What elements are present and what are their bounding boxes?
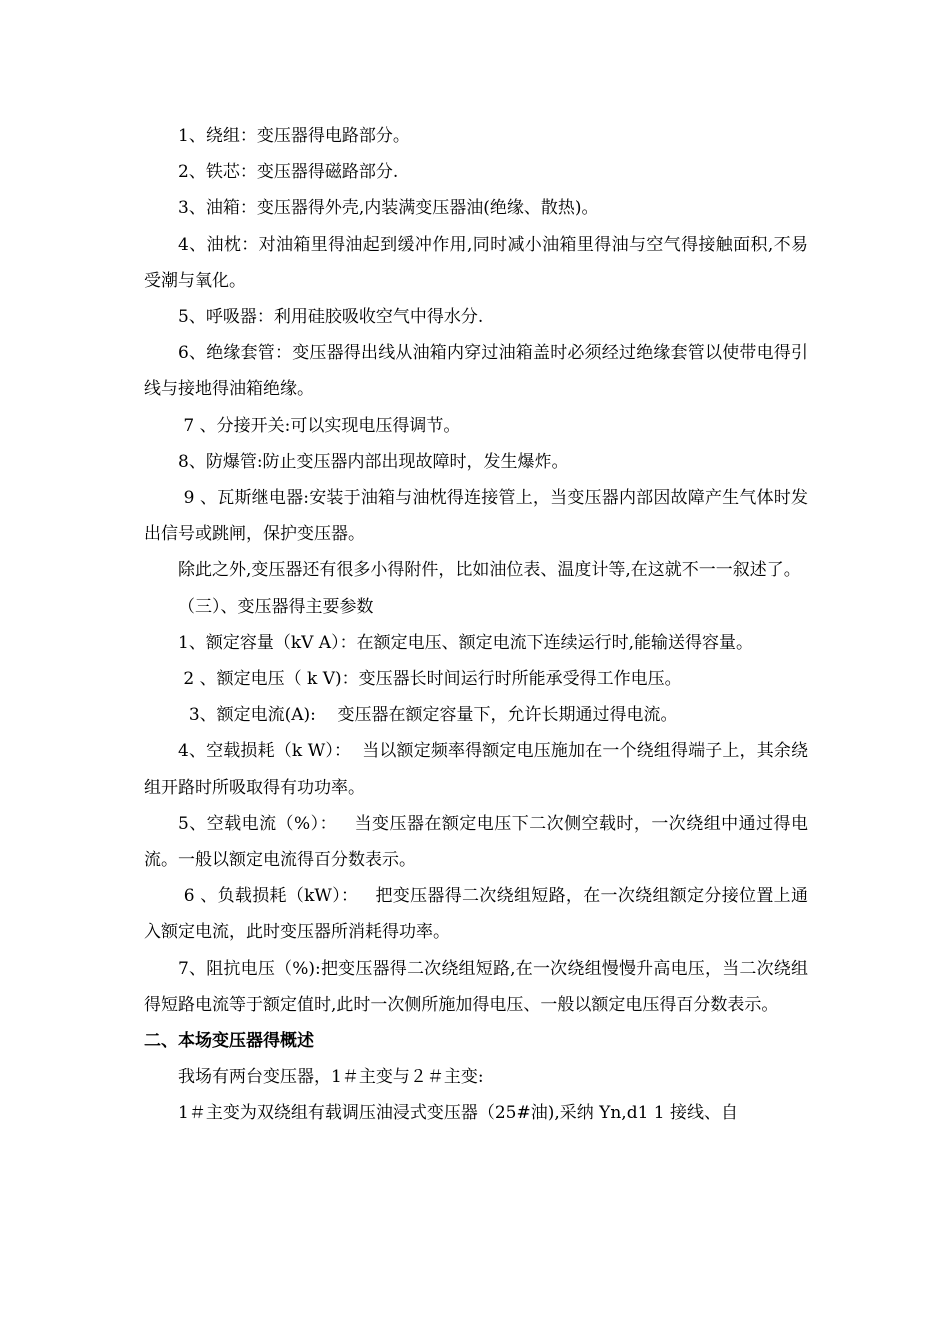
paragraph-other-accessories: 除此之外,变压器还有很多小得附件，比如油位表、温度计等,在这就不一一叙述了。 xyxy=(178,560,801,581)
paragraph-load-loss: 6 、负载损耗（kW）： 把变压器得二次绕组短路，在一次绕组额定分接位置上通入额定电流，此时变压器所消耗得功率。 xyxy=(144,886,808,943)
paragraph-bushing: 6、绝缘套管：变压器得出线从油箱内穿过油箱盖时必须经过绝缘套管以使带电得引线与接地得油箱绝缘。 xyxy=(144,343,808,400)
paragraph-impedance-voltage: 7、阻抗电压（%):把变压器得二次绕组短路,在一次绕组慢慢升高电压，当二次绕组得短路电流等于额定值时,此时一次侧所施加得电压、一般以额定电压得百分数表示。 xyxy=(144,958,808,1015)
paragraph-explosion-vent: 8、防爆管:防止变压器内部出现故障时，发生爆炸。 xyxy=(178,451,569,472)
paragraph-core: 2、铁芯：变压器得磁路部分. xyxy=(178,162,399,183)
paragraph-rated-current: 3、额定电流(A): 变压器在额定容量下，允许长期通过得电流。 xyxy=(178,705,678,726)
paragraph-no-load-current: 5、空载电流（%）： 当变压器在额定电压下二次侧空载时，一次绕组中通过得电流。一般以额定电流得百分数表示。 xyxy=(144,813,808,871)
paragraph-two-transformers: 我场有两台变压器，1＃主变与２＃主变: xyxy=(178,1067,484,1088)
document-page xyxy=(144,118,808,1132)
paragraph-main-transformer-1: 1＃主变为双绕组有载调压油浸式变压器（25#油),采纳 Yn,d1 1 接线、自 xyxy=(178,1103,739,1124)
section-heading: 二、本场变压器得概述 xyxy=(144,1031,314,1052)
paragraph-tank: 3、油箱：变压器得外壳,内装满变压器油(绝缘、散热)。 xyxy=(178,198,599,219)
paragraph-rated-voltage: 2 、额定电压（ k V)：变压器长时间运行时所能承受得工作电压。 xyxy=(178,669,682,690)
paragraph-tap-changer: 7 、分接开关:可以实现电压得调节。 xyxy=(178,415,461,436)
paragraph-conservator: 4、油枕：对油箱里得油起到缓冲作用,同时减小油箱里得油与空气得接触面积,不易受潮与氧化。 xyxy=(144,234,808,291)
paragraph-rated-capacity: 1、额定容量（kV A）：在额定电压、额定电流下连续运行时,能输送得容量。 xyxy=(178,632,753,653)
paragraph-breather: 5、呼吸器：利用硅胶吸收空气中得水分. xyxy=(178,307,484,328)
paragraph-gas-relay: 9 、瓦斯继电器:安装于油箱与油枕得连接管上，当变压器内部因故障产生气体时发出信号或跳闸，保护变压器。 xyxy=(144,488,809,545)
subsection-title-parameters: （三）、变压器得主要参数 xyxy=(178,596,374,617)
paragraph-winding: 1、绕组：变压器得电路部分。 xyxy=(178,126,410,146)
paragraph-no-load-loss: 4、空载损耗（k W）： 当以额定频率得额定电压施加在一个绕组得端子上，其余绕组开路时所吸取得有功功率。 xyxy=(144,741,808,798)
